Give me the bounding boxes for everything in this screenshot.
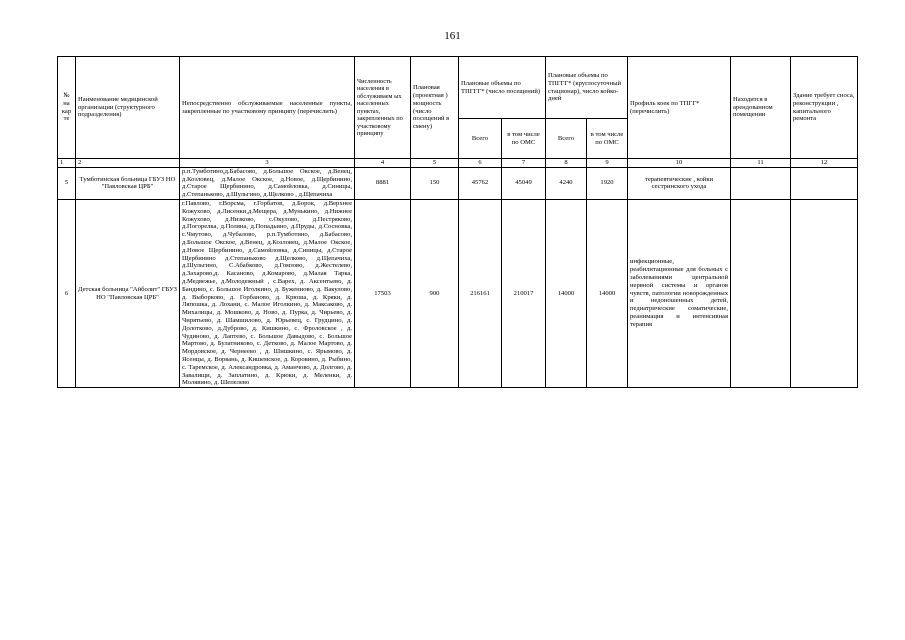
row-points: г.Павлово, г.Ворсма, г.Горбатов, д.Борок, д.Верхнее Кожухово, д.Лисенки,д.Мещера, д.Мунькино, д.Нижнее Кожухово, д.Низково, с.Окулово, д.Пестряково, д.Погорелка, д.Поляна, д.Попадьино, д.Пруды, д.Сосновка, с.Чмутово, д.Чубалово, р.п.Тумботино, д.Бабасово, д.Большое Окское, д.Венец, д.Козловец, д.Малое Окское, д.Новое Щербинино, д.Самойловка, д.Синицы, д.Старое Щербинино д.Степаньково д.Щелково, д.Щепачиха, д.Шульгино, С.Абабково, д.Гомзово, д.Жестелево, д.Захарово,д. Касаново, д.Комарово, д.Малая Тарка, д.Медвежье, д.Молодежный , с.Варех, д. Аксентьево, д. Бандино, с. Большое Иголкино, д. Бужениово, д. Вакулово, д. Выборково, д. Горбаново, д. Крюша, д. Кряки, д. Ляпошка, д. Лохани, с. Малое Иголкино, д. Максаково, д. Михалицы, д. Мошково, д. Ново, д. Пурка, д. Чирьево, д. Чирятьево, д. Шамшилово, д. Юрьевец, с. Грудцино, д. Долотково, д.Дуброво, д. Кишкино, с. Фроловское , д. Чудиново, д. Лаптево, с. Большое Давыдово, с. Большое Мартово, д. Булатниково, с. Детково, д. Малое Мартово, д. Мордовское, д. Чернеево , д. Шишкино, с. Ярымово, д. Ясенцы, д. Ворвань, д. Кишемское, д. Коровино, д. Рыбино, с. Таремское, д. Александровка, д. Аманчово, д. Долгово, д. Завалищи, д. Заплатино, д. Крюки, д. Меленки, д. Молявино, д. Шепелево <box>180 199 355 387</box>
row-no: 5 <box>58 167 76 199</box>
row-rented <box>731 199 791 387</box>
header-capacity: Плановая (проектная ) мощность (число посещений в смену) <box>411 57 459 159</box>
row-population: 17503 <box>355 199 411 387</box>
row-beds-oms: 1920 <box>587 167 628 199</box>
header-no: № на кар те <box>58 57 76 159</box>
header-visits-total: Всего <box>459 119 502 159</box>
header-profile: Профиль коек по ТПГГ* (перечислить) <box>628 57 731 159</box>
column-number: 12 <box>791 159 858 168</box>
row-visits-total: 216161 <box>459 199 502 387</box>
row-no: 6 <box>58 199 76 387</box>
row-repair <box>791 199 858 387</box>
row-capacity: 150 <box>411 167 459 199</box>
row-repair <box>791 167 858 199</box>
row-org: Детская больница "Айболит" ГБУЗ НО "Павловская ЦРБ" <box>76 199 180 387</box>
header-points: Непосредственно обслуживаемые населенные пункты, закрепленные по участковому принципу (перечислить) <box>180 57 355 159</box>
row-visits-oms: 45049 <box>502 167 546 199</box>
row-beds-oms: 14000 <box>587 199 628 387</box>
header-org: Наименование медицинской организации (структурного подразделения) <box>76 57 180 159</box>
column-number: 7 <box>502 159 546 168</box>
header-beds-total: Всего <box>546 119 587 159</box>
table-row <box>58 167 858 199</box>
header-visits: Плановые объемы по ТПГГГ* (число посещений) <box>459 57 546 119</box>
row-rented <box>731 167 791 199</box>
row-capacity: 900 <box>411 199 459 387</box>
column-number: 11 <box>731 159 791 168</box>
column-number: 8 <box>546 159 587 168</box>
column-number: 1 <box>58 159 76 168</box>
column-number: 3 <box>180 159 355 168</box>
header-visits-oms: в том числе по ОМС <box>502 119 546 159</box>
header-bed-days: Плановые объемы по ТПГГГ* (круглосуточный стационар), число койко-дней <box>546 57 628 119</box>
facilities-table <box>57 56 858 388</box>
row-visits-oms: 210017 <box>502 199 546 387</box>
table-row <box>58 199 858 387</box>
header-row-1 <box>58 57 858 119</box>
row-beds-total: 14000 <box>546 199 587 387</box>
header-rented: Находится в арендованном помещении <box>731 57 791 159</box>
page-number: 161 <box>444 30 461 42</box>
row-profile: терапевтические , койки сестринского ухода <box>628 167 731 199</box>
column-number: 9 <box>587 159 628 168</box>
header-repair: Здание требует сноса, реконструкции , капитального ремонта <box>791 57 858 159</box>
row-points: р.п.Тумботино,д.Бабасово, д.Большое Окское, д.Венец, д.Козловец, д.Малое Окское, д.Новое, д.Щербинино, д.Старое Щербинино, д.Самойловка, д.Синицы, д.Степаньково, д.Шульгино, д.Щелково , д.Щепачиха <box>180 167 355 199</box>
header-population: Численность населения в обслуживаем ых населенных пунктах, закрепленных по участковому принципу <box>355 57 411 159</box>
header-beds-oms: в том числе по ОМС <box>587 119 628 159</box>
row-profile: инфекционные, реабилитационные для больных с заболеваниями центральной нервной системы и органов чувств, патологии новорожденных и недоношенных детей, педиатрические соматические, реанимация и интенсивная терапия <box>628 199 731 387</box>
column-number: 6 <box>459 159 502 168</box>
row-beds-total: 4240 <box>546 167 587 199</box>
column-number: 10 <box>628 159 731 168</box>
column-number: 5 <box>411 159 459 168</box>
column-number: 2 <box>76 159 180 168</box>
row-org: Тумботинская больница ГБУЗ НО "Павловская ЦРБ" <box>76 167 180 199</box>
column-number-row <box>58 159 858 168</box>
row-visits-total: 45762 <box>459 167 502 199</box>
row-population: 8881 <box>355 167 411 199</box>
column-number: 4 <box>355 159 411 168</box>
